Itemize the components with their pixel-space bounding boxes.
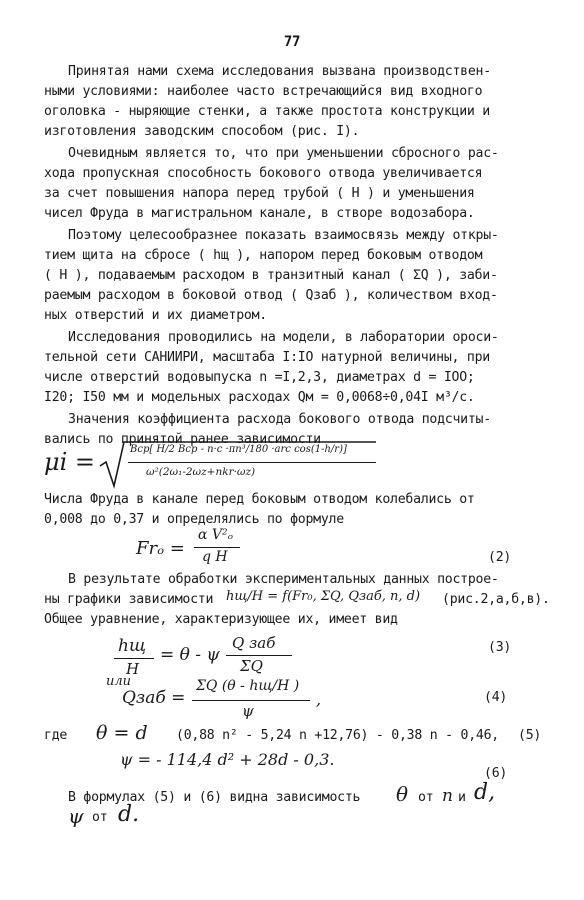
word-where: где xyxy=(44,728,68,743)
text-line: 0,008 до 0,37 и определялись по формуле xyxy=(44,512,344,527)
formula-lhs: μi = xyxy=(44,448,96,476)
formula-lhs-denominator: H xyxy=(126,660,140,678)
formula-denominator: q H xyxy=(202,549,228,565)
text-line: вались по принятой ранее зависимости xyxy=(44,432,321,447)
text-line: оголовка - ныряющие стенки, а также простота конструкции и xyxy=(44,104,490,119)
equation-number: (2) xyxy=(488,550,512,565)
symbol-n: n xyxy=(442,786,453,806)
fraction-bar xyxy=(114,658,154,659)
fraction-bar xyxy=(192,700,310,701)
text-line: ных отверстий и их диаметром. xyxy=(44,308,267,323)
text-line: за счет повышения напора перед трубой ( Н ) и уменьшения xyxy=(44,186,475,201)
equation-number: (5) xyxy=(518,728,542,743)
text-line: изготовления заводским способом (рис. I). xyxy=(44,124,360,139)
formula-rhs-numerator: Q заб xyxy=(232,634,276,652)
formula-body: (0,88 n² - 5,24 n +12,76) - 0,38 n - 0,46, xyxy=(176,728,499,743)
formula-body: ψ = - 114,4 d² + 28d - 0,3. xyxy=(120,750,335,769)
word-or: или xyxy=(106,674,132,689)
fraction-bar xyxy=(226,655,292,656)
text-line: Исследования проводились на модели, в лаборатории ороси- xyxy=(68,330,499,345)
formula-lhs-numerator: hщ xyxy=(118,636,146,656)
formula-numerator: α V²ₒ xyxy=(198,527,234,543)
formula-tail: , xyxy=(316,690,322,709)
symbol-psi: ψ xyxy=(68,804,84,828)
text-line: раемым расходом в боковой отвод ( Qзаб ), количеством вход- xyxy=(44,288,498,303)
text-line: Числа Фруда в канале перед боковым отводом колебались от xyxy=(44,492,475,507)
text-word: и xyxy=(458,790,466,805)
symbol-d: d. xyxy=(118,802,140,827)
text-word: от xyxy=(418,790,434,805)
text-line: В результате обработки экспериментальных данных построе- xyxy=(68,572,499,587)
formula-lhs: θ = d xyxy=(96,722,148,744)
text-line: тельной сети САНИИРИ, масштаба I:IO натурной величины, при xyxy=(44,350,490,365)
text-line: В формулах (5) и (6) видна зависимость xyxy=(68,790,361,805)
equation-number: (3) xyxy=(488,640,512,655)
text-line: I20; I50 мм и модельных расходах Qм = 0,0068÷0,04I м³/с. xyxy=(44,390,475,405)
formula-lhs: Frₒ = xyxy=(136,538,185,559)
formula-middle: = θ - ψ xyxy=(160,645,220,665)
text-line: тием щита на сбросе ( hщ ), напором перед боковым отводом xyxy=(44,248,483,263)
dependency-formula: hщ/H = f(Fr₀, ΣQ, Qзаб, n, d) xyxy=(226,589,421,604)
fraction-bar xyxy=(194,547,240,548)
text-line: Принятая нами схема исследования вызвана производствен- xyxy=(68,64,491,79)
text-line: Общее уравнение, характеризующее их, имеет вид xyxy=(44,612,398,627)
formula-denominator: ω²(2ω₁-2ωz+nkr·ωz) xyxy=(146,466,256,478)
symbol-d: d, xyxy=(474,780,496,805)
equation-number: (6) xyxy=(484,766,508,781)
equation-number: (4) xyxy=(484,690,508,705)
text-line: ны графики зависимости xyxy=(44,592,214,607)
text-line: чисел Фруда в магистральном канале, в створе водозабора. xyxy=(44,206,475,221)
text-line: хода пропускная способность бокового отвода увеличивается xyxy=(44,166,483,181)
text-line: ными условиями: наиболее часто встречающийся вид входного xyxy=(44,84,483,99)
symbol-theta: θ xyxy=(396,782,409,806)
formula-rhs-denominator: ΣQ xyxy=(240,657,263,675)
text-line: Значения коэффициента расхода бокового отвода подсчиты- xyxy=(68,412,491,427)
formula-numerator: Bср[ H/2 Bср - n·c ·πn³/180 ·arc cos(1-h/r)] xyxy=(130,444,347,455)
text-line: Поэтому целесообразнее показать взаимосвязь между откры- xyxy=(68,228,499,243)
text-word: от xyxy=(92,810,108,825)
text-line: Очевидным является то, что при уменьшении сбросного рас- xyxy=(68,146,499,161)
text-line: числе отверстий водовыпуска n =I,2,3, диаметрах d = IOO; xyxy=(44,370,475,385)
formula-denominator: ψ xyxy=(242,702,254,720)
formula-lhs: Qзаб = xyxy=(122,688,186,708)
text-line: (рис.2,а,б,в). xyxy=(442,592,550,607)
formula-numerator: ΣQ (θ - hщ/H ) xyxy=(196,678,300,694)
page-number: 77 xyxy=(283,34,301,50)
text-line: ( Н ), подаваемым расходом в транзитный канал ( ΣQ ), заби- xyxy=(44,268,498,283)
fraction-bar xyxy=(128,462,376,463)
